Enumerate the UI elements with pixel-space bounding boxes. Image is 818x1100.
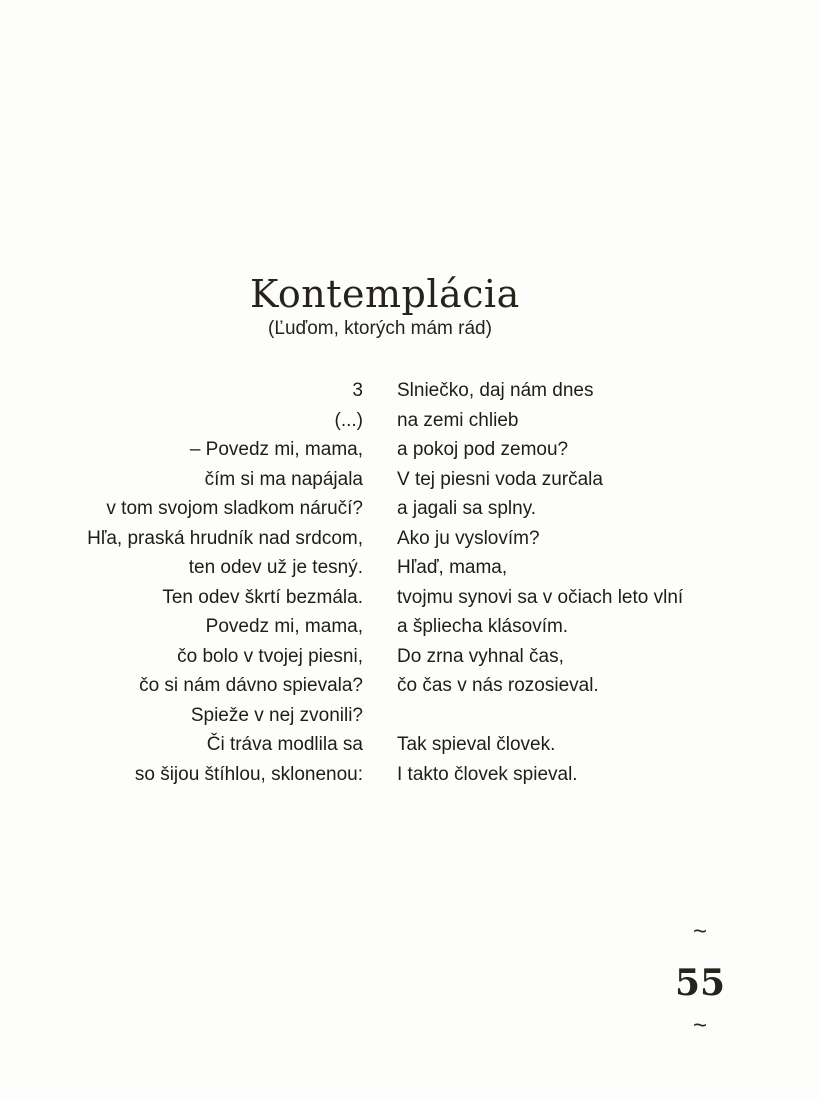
verse-line: Ten odev škrtí bezmála. <box>162 586 363 608</box>
verse-line: čím si ma napájala <box>204 468 363 490</box>
verse-line: v tom svojom sladkom náručí? <box>106 498 363 519</box>
poem-title: Kontemplácia <box>250 272 520 316</box>
poem-right-column <box>397 376 683 789</box>
verse-line: V tej piesni voda zurčala <box>397 468 603 490</box>
verse-line: čo si nám dávno spievala? <box>139 675 363 696</box>
verse-line: a pokoj pod zemou? <box>397 439 569 460</box>
verse-line: so šijou štíhlou, sklonenou: <box>134 763 363 785</box>
verse-line: čo bolo v tvojej piesni, <box>177 645 363 667</box>
verse-line: čo čas v nás rozosieval. <box>397 675 599 696</box>
verse-line: Ako ju vyslovím? <box>397 527 540 549</box>
verse-line: a špliecha klásovím. <box>397 616 569 637</box>
verse-line: Či tráva modlila sa <box>206 734 363 755</box>
poem-left-column <box>87 376 363 789</box>
verse-line <box>397 701 683 731</box>
page-number: 55 <box>674 962 726 1004</box>
page-ornament-bottom: ~ <box>692 1012 707 1039</box>
page-ornament-top: ~ <box>692 918 707 945</box>
verse-line: – Povedz mi, mama, <box>189 439 363 460</box>
verse-line: tvojmu synovi sa v očiach leto vlní <box>397 586 684 608</box>
verse-line: Slniečko, daj nám dnes <box>397 380 594 401</box>
verse-line: Tak spieval človek. <box>397 734 556 755</box>
verse-line: ten odev už je tesný. <box>188 557 363 578</box>
verse-line: Do zrna vyhnal čas, <box>397 645 564 667</box>
verse-line: Hľa, praská hrudník nad srdcom, <box>87 527 363 549</box>
verse-line: I takto človek spieval. <box>397 763 578 785</box>
verse-line: Spieže v nej zvonili? <box>190 704 363 726</box>
verse-line: Povedz mi, mama, <box>205 616 363 637</box>
verse-line: 3 <box>352 380 363 401</box>
verse-line: a jagali sa splny. <box>397 498 537 519</box>
poem-dedication: (Ľuďom, ktorých mám rád) <box>268 318 492 339</box>
verse-line: Hľaď, mama, <box>397 557 508 578</box>
verse-line: na zemi chlieb <box>397 409 519 431</box>
verse-line: (...) <box>334 409 363 431</box>
